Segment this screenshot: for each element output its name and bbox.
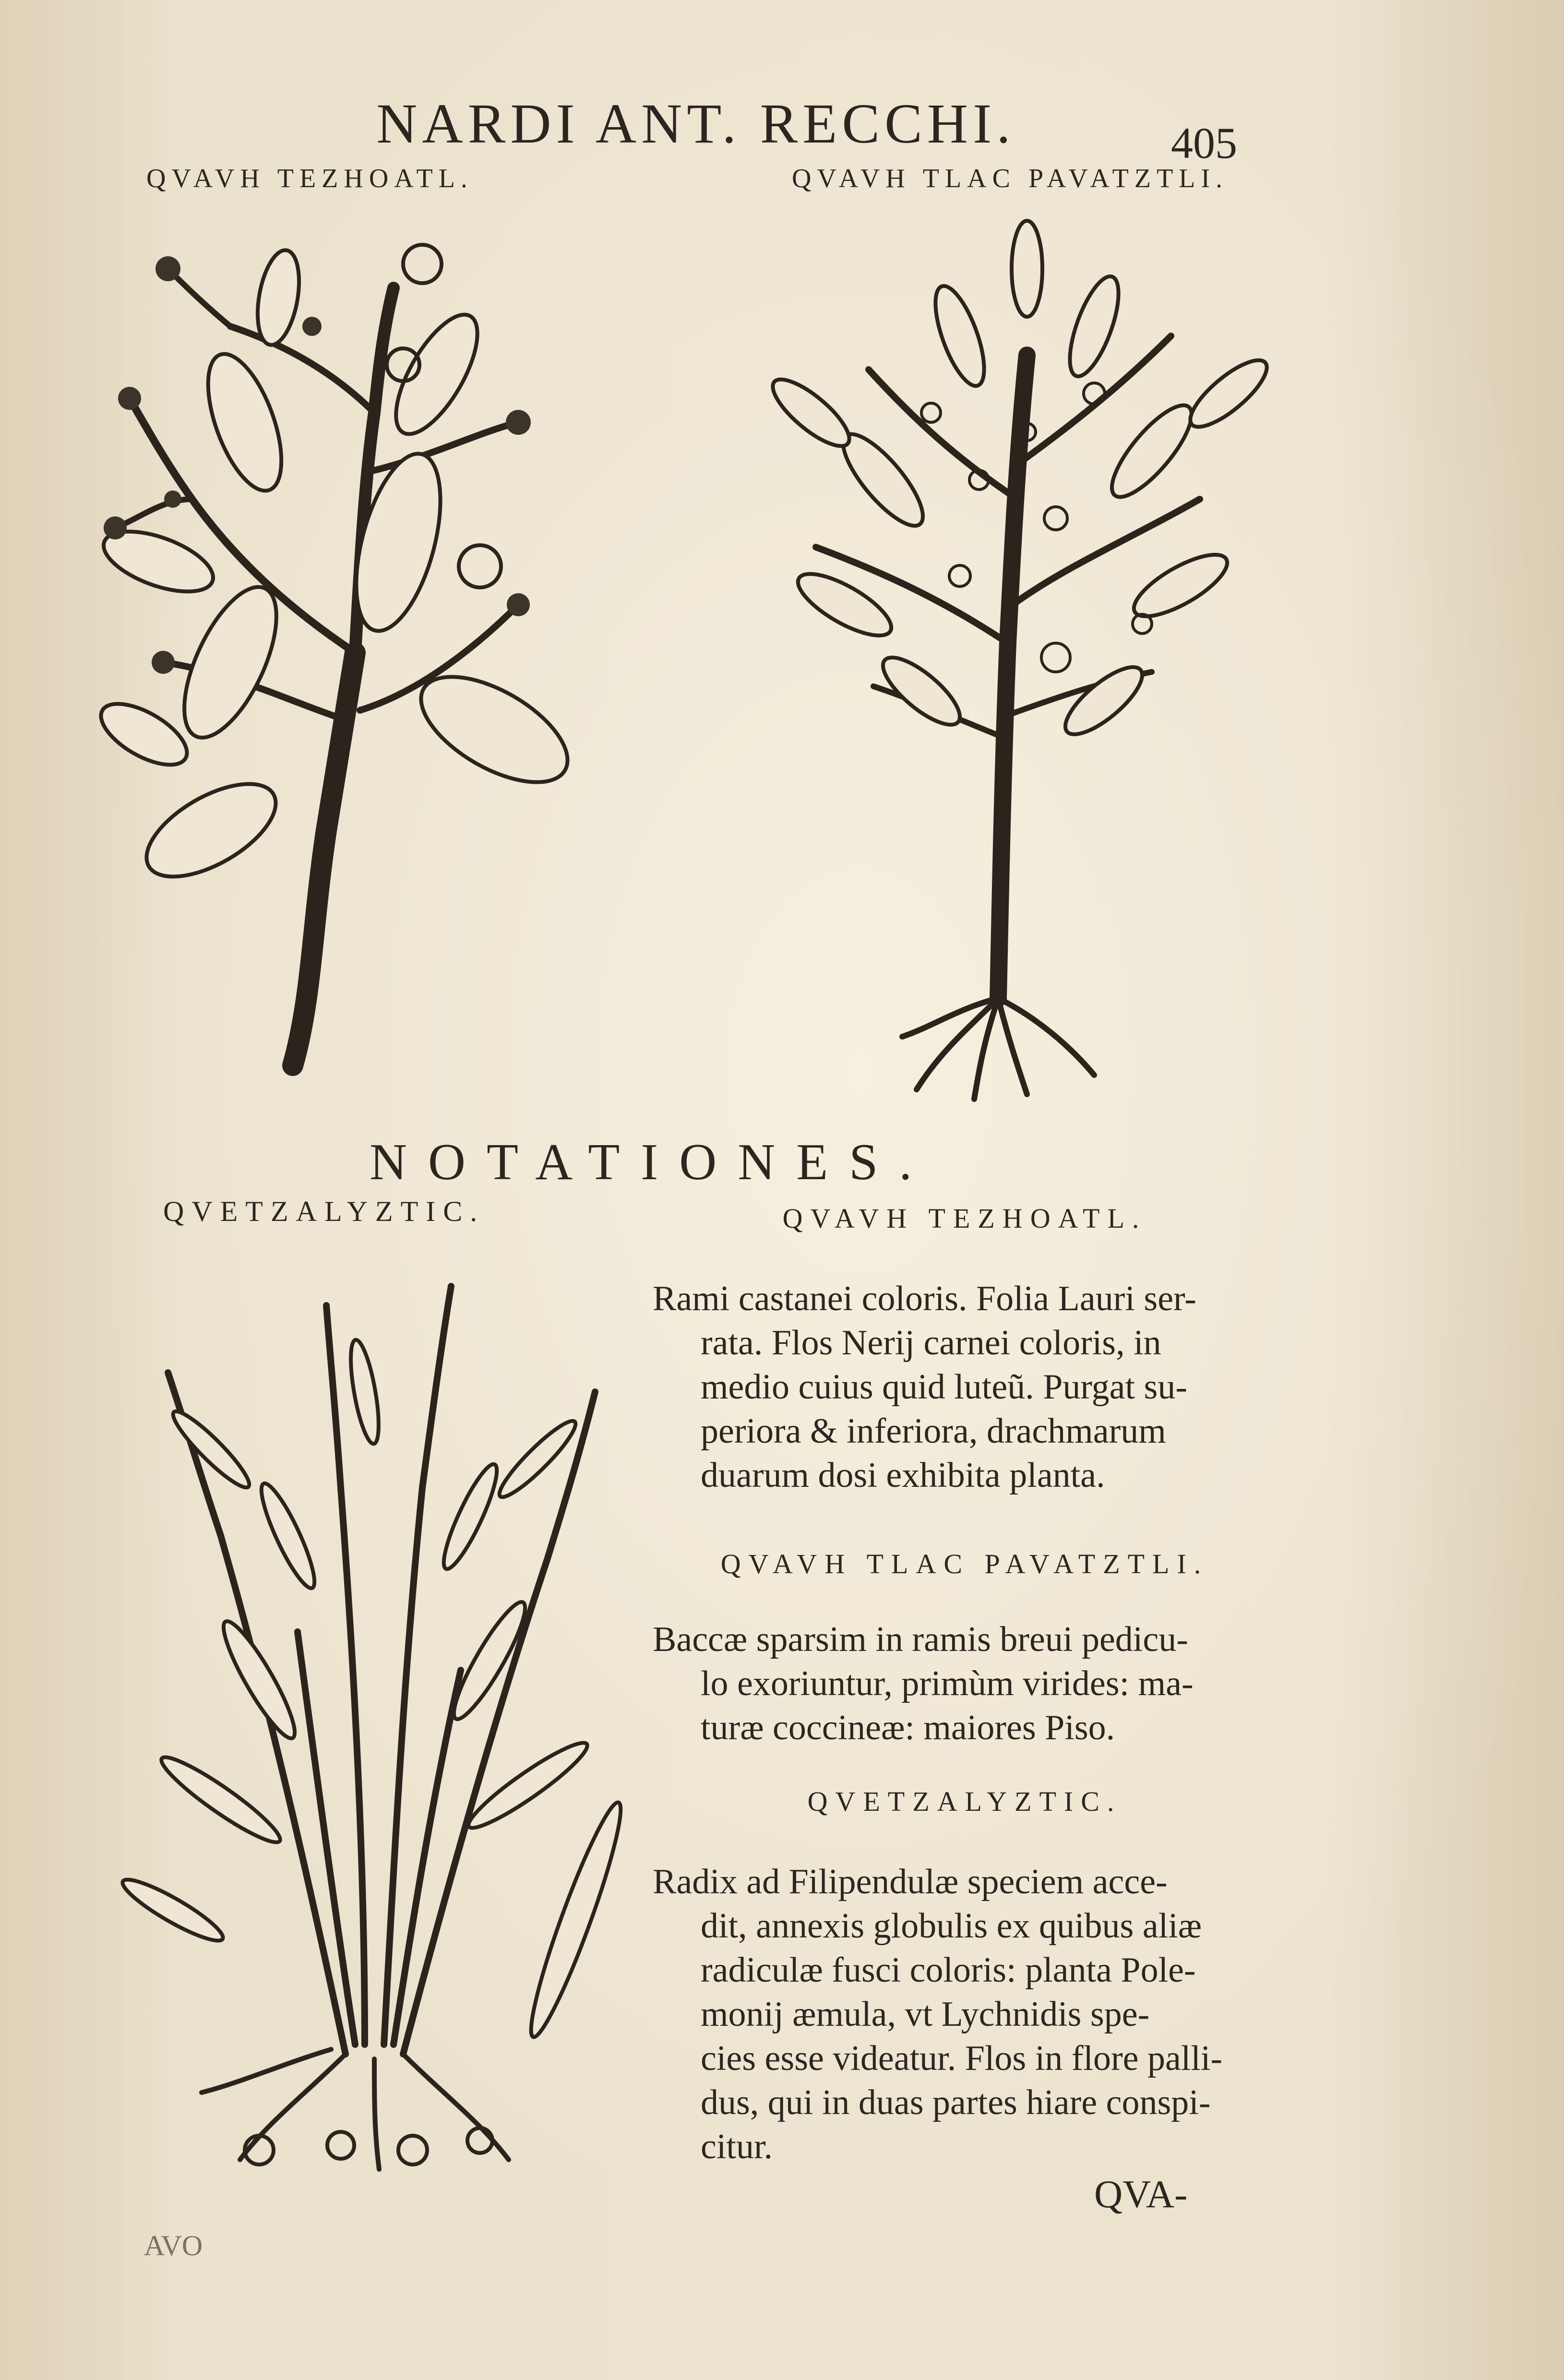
note-line: medio cuius quid luteũ. Purgat su- [701, 1367, 1187, 1407]
note-line: cies esse videatur. Flos in flore palli- [701, 2039, 1223, 2078]
note-heading-quauh-tezhoatl: QVAVH TEZHOATL. [782, 1203, 1147, 1234]
note-line: rata. Flos Nerij carnei coloris, in [701, 1323, 1161, 1363]
figure-caption-quetzalyztic: QVETZALYZTIC. [163, 1196, 485, 1227]
note-line: radiculæ fusci coloris: planta Pole- [701, 1950, 1196, 1990]
note-line: Rami castanei coloris. Folia Lauri ser- [653, 1279, 1196, 1318]
note-heading-quauh-tlac-pavatztli: QVAVH TLAC PAVATZTLI. [720, 1548, 1209, 1579]
woodcut-flowering-branch-illustration [86, 230, 590, 1085]
catchword: QVA- [1094, 2172, 1188, 2216]
figure-caption-quauh-tlac-pavatztli: QVAVH TLAC PAVATZTLI. [792, 164, 1229, 193]
note-line: Radix ad Filipendulæ speciem acce- [653, 1862, 1168, 1902]
woodcut-herb-with-tubers-illustration [115, 1248, 633, 2189]
note-line: Baccæ sparsim in ramis breui pedicu- [653, 1620, 1188, 1659]
note-line: monij æmula, vt Lychnidis spe- [701, 1995, 1150, 2034]
note-line: turæ coccineæ: maiores Piso. [701, 1708, 1115, 1747]
page-number: 405 [1171, 119, 1237, 167]
figure-caption-quauh-tezhoatl: QVAVH TEZHOATL. [146, 164, 473, 193]
note-line: periora & inferiora, drachmarum [701, 1411, 1166, 1451]
note-line: lo exoriuntur, primùm virides: ma- [701, 1664, 1194, 1703]
note-paragraph-quauh-tlac-pavatztli [653, 1617, 1286, 1750]
woodcut-berry-shrub-illustration [758, 211, 1315, 1104]
note-line: citur. [701, 2127, 773, 2166]
note-paragraph-quetzalyztic [653, 1860, 1286, 2169]
note-heading-quetzalyztic: QVETZALYZTIC. [807, 1786, 1122, 1817]
signature-mark: AVO [144, 2230, 203, 2261]
section-title-notationes: NOTATIONES. [370, 1134, 933, 1191]
note-line: dit, annexis globulis ex quibus aliæ [701, 1906, 1202, 1946]
note-line: duarum dosi exhibita planta. [701, 1456, 1105, 1495]
running-title: NARDI ANT. RECCHI. [376, 92, 1015, 155]
note-line: dus, qui in duas partes hiare conspi- [701, 2083, 1211, 2122]
note-paragraph-quauh-tezhoatl [653, 1277, 1286, 1497]
